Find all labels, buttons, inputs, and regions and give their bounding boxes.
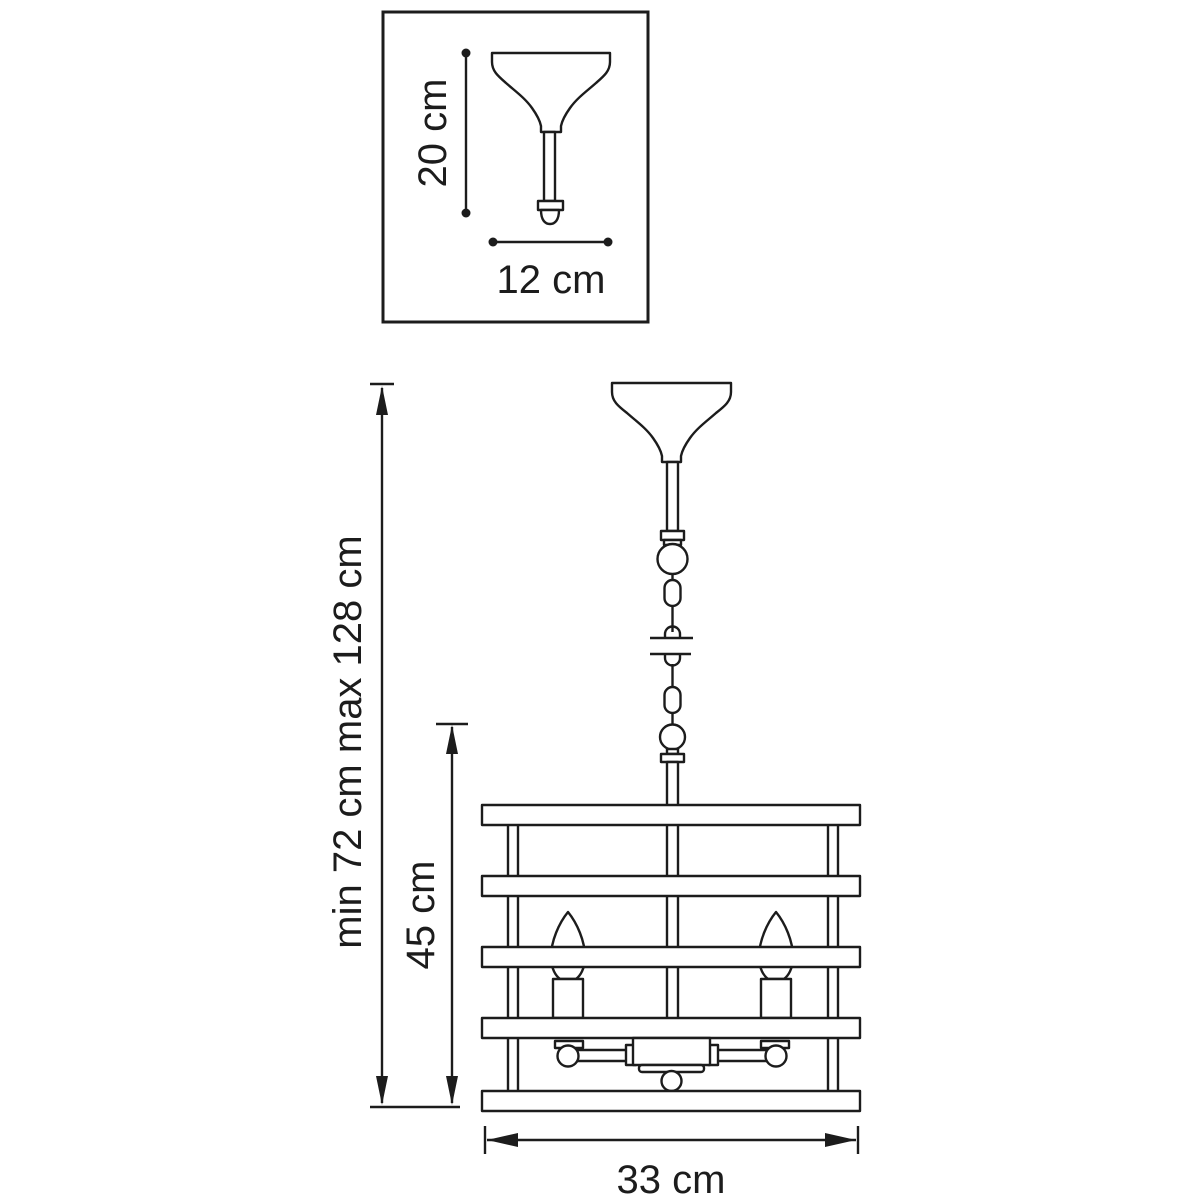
chain-ball (660, 725, 685, 750)
chain (650, 462, 693, 806)
frame-width-dimension (485, 1126, 858, 1200)
overall-height-dimension (326, 384, 460, 1107)
candle-bulb-left (551, 912, 585, 979)
frame-bar (482, 1091, 860, 1111)
detail-height-dimension (411, 49, 471, 218)
dim-dot (462, 49, 471, 58)
arrowhead-down (446, 1076, 458, 1105)
chain-link (665, 687, 681, 713)
rod (667, 762, 678, 806)
dim-dot (604, 238, 613, 247)
detail-width-label: 12 cm (496, 258, 606, 302)
frame-bar (482, 947, 860, 967)
finial-ball (662, 1071, 682, 1091)
detail-width-dimension (489, 238, 613, 303)
candle-holder-left (553, 979, 583, 1018)
overall-height-label: min 72 cm max 128 cm (326, 535, 370, 949)
frame-height-dimension (399, 724, 468, 1105)
arrowhead-up (446, 725, 458, 754)
candle-holder-right (761, 979, 791, 1018)
arrowhead-up (376, 386, 388, 415)
detail-height-label: 20 cm (411, 78, 455, 188)
frame-height-label: 45 cm (399, 860, 443, 970)
center-stem (667, 806, 678, 1040)
dim-dot (489, 238, 498, 247)
detail-box (383, 12, 648, 322)
frame-bar (482, 805, 860, 825)
chain-ball (658, 544, 688, 574)
pendant-drawing (482, 383, 860, 1111)
arm-ball-right (766, 1046, 787, 1067)
rod (667, 462, 678, 531)
arm-left (572, 1050, 632, 1061)
center-hub (633, 1038, 710, 1065)
candle-bulb-right (759, 912, 793, 979)
frame-width-label: 33 cm (616, 1158, 726, 1200)
chain-link (665, 580, 681, 606)
detail-canopy-drawing (492, 53, 610, 224)
arm-right (712, 1050, 772, 1061)
frame-bar (482, 876, 860, 896)
arrowhead-down (376, 1076, 388, 1105)
canopy (612, 383, 731, 462)
arrowhead-right (825, 1133, 856, 1147)
arm-ball-left (558, 1046, 579, 1067)
frame-cage (482, 805, 860, 1111)
frame-bar (482, 1018, 860, 1038)
dim-dot (462, 209, 471, 218)
arrowhead-left (487, 1133, 518, 1147)
